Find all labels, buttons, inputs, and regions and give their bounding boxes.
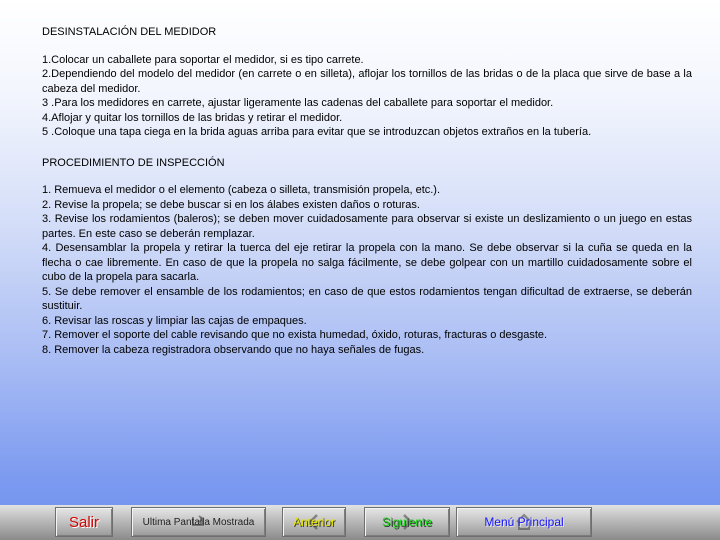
list-item: 1. Remueva el medidor o el elemento (cabeza o silleta, transmisión propela, etc.).	[42, 184, 441, 196]
list-item: 6. Revisar las roscas y limpiar las cajas de empaques.	[42, 314, 307, 327]
next-button-label: Siguiente	[381, 515, 433, 529]
section-title-inspeccion: PROCEDIMIENTO DE INSPECCIÓN	[42, 156, 225, 169]
previous-button-label: Anterior	[292, 515, 336, 529]
exit-button-label: Salir	[68, 513, 99, 531]
last-screen-button-label: Ultima Pantalla Mostrada	[142, 516, 255, 528]
list-item: 1.Colocar un caballete para soportar el medidor, si es tipo carrete.	[42, 53, 364, 66]
last-screen-button[interactable]	[131, 507, 266, 537]
inspeccion-list	[42, 183, 692, 357]
list-item: 3. Revise los rodamientos (baleros); se deben mover cuidadosamente para observar si existe un deslizamiento o un juego en estas partes. En este caso se deberán remplazar.	[42, 213, 692, 240]
list-item: 8. Remover la cabeza registradora observando que no haya señales de fugas.	[42, 343, 425, 356]
section-title-desinstalacion: DESINSTALACIÓN DEL MEDIDOR	[42, 26, 217, 38]
list-item: 2. Revise la propela; se debe buscar si en los álabes existen daños o roturas.	[42, 198, 420, 211]
list-item: 5. Se debe remover el ensamble de los rodamientos; en caso de que estos rodamientos tengan dificultad de extraerse, se deberán sustituir.	[42, 285, 692, 312]
list-item: 7. Remover el soporte del cable revisando que no exista humedad, óxido, roturas, fracturas o desgaste.	[42, 329, 548, 341]
list-item: 5 .Coloque una tapa ciega en la brida aguas arriba para evitar que se introduzcan objetos extraños en la tubería.	[42, 126, 592, 138]
previous-button[interactable]	[282, 507, 346, 537]
list-item: 4. Desensamblar la propela y retirar la tuerca del eje retirar la propela con la mano. Se debe observar si la cuña se queda en la flecha o cae libremente. En caso de que la propela no salga fácilmente, se debe golpear con un martillo cuidadosamente sobre el cubo de la propela para sacarla.	[42, 242, 692, 283]
list-item: 4.Aflojar y quitar los tornillos de las bridas y retirar el medidor.	[42, 111, 343, 124]
exit-button[interactable]	[55, 507, 113, 537]
list-item: 2.Dependiendo del modelo del medidor (en carrete o en silleta), aflojar los tornillos de las bridas o de la placa que sirve de base a la cabeza del medidor.	[42, 68, 692, 95]
desinstalacion-list	[42, 53, 692, 140]
navigation-bar	[0, 505, 720, 540]
next-button[interactable]	[364, 507, 450, 537]
main-menu-button[interactable]	[456, 507, 592, 537]
page-content	[42, 20, 692, 357]
main-menu-button-label: Menú Principal	[484, 515, 564, 529]
list-item: 3 .Para los medidores en carrete, ajustar ligeramente las cadenas del caballete para soportar el medidor.	[42, 97, 554, 109]
